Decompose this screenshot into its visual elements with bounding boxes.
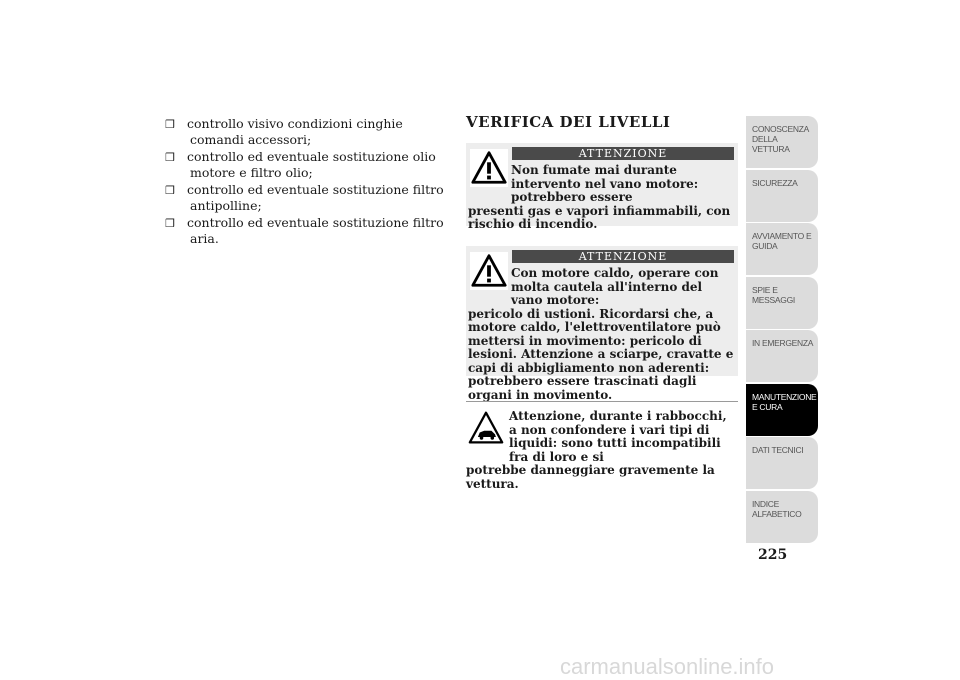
tab-conoscenza[interactable]: CONOSCENZA DELLA VETTURA bbox=[746, 116, 818, 168]
list-item-text: controllo visivo condizioni cinghie comandi accessori; bbox=[187, 116, 403, 147]
page-number: 225 bbox=[758, 547, 788, 563]
warning-box bbox=[466, 246, 738, 402]
checkbox-bullet-icon: ❒ bbox=[165, 151, 175, 164]
tab-sicurezza[interactable]: SICUREZZA bbox=[746, 170, 818, 222]
list-item bbox=[165, 149, 455, 180]
warning-header: ATTENZIONE bbox=[512, 250, 734, 263]
tab-manutenzione[interactable]: MANUTENZIONE E CURA bbox=[746, 384, 818, 436]
warning-text-lead: Con motore caldo, operare con molta cautela all'interno del vano motore: bbox=[511, 266, 719, 307]
tab-indice[interactable]: INDICE ALFABETICO bbox=[746, 491, 818, 543]
section-title: VERIFICA DEI LIVELLI bbox=[466, 113, 671, 131]
tab-spie[interactable]: SPIE E MESSAGGI bbox=[746, 277, 818, 329]
checkbox-bullet-icon: ❒ bbox=[165, 217, 175, 230]
warning-header: ATTENZIONE bbox=[512, 147, 734, 160]
warning-text-rest: pericolo di ustioni. Ricordarsi che, a motore caldo, l'elettroventilatore può mettersi in movimento: pericolo di lesioni. Attenzione a sciarpe, cravatte e capi di abbigliamento non aderenti: potrebbero essere trascinati dagli organi in movimento. bbox=[468, 306, 734, 402]
list-item bbox=[165, 182, 455, 213]
checkbox-bullet-icon: ❒ bbox=[165, 184, 175, 197]
warning-box bbox=[466, 143, 738, 231]
list-item-text: controllo ed eventuale sostituzione olio motore e filtro olio; bbox=[187, 149, 436, 180]
tab-emergenza[interactable]: IN EMERGENZA bbox=[746, 330, 818, 382]
warning-text-rest: presenti gas e vapori infiammabili, con rischio di incendio. bbox=[468, 203, 731, 231]
warning-text-lead: Non fumate mai durante intervento nel vano motore: potrebbero essere bbox=[511, 163, 699, 204]
warning-triangle-icon bbox=[470, 252, 508, 290]
note-text-lead: Attenzione, durante i rabbocchi, a non confondere i vari tipi di liquidi: sono tutti incompatibili fra di loro e si bbox=[509, 409, 727, 464]
watermark: carmanualsonline.info bbox=[560, 654, 775, 679]
checkbox-bullet-icon: ❒ bbox=[165, 118, 175, 131]
note-text-rest: potrebbe danneggiare gravemente la vettura. bbox=[466, 463, 715, 491]
list-item bbox=[165, 116, 455, 147]
list-item-text: controllo ed eventuale sostituzione filtro antipolline; bbox=[187, 182, 444, 213]
tab-dati-tecnici[interactable]: DATI TECNICI bbox=[746, 437, 818, 489]
warning-triangle-icon bbox=[470, 149, 508, 187]
tab-avviamento[interactable]: AVVIAMENTO E GUIDA bbox=[746, 223, 818, 275]
note-text bbox=[466, 410, 738, 491]
chapter-tabs bbox=[746, 116, 818, 544]
divider bbox=[466, 401, 738, 402]
list-item-text: controllo ed eventuale sostituzione filtro aria. bbox=[187, 215, 444, 246]
list-item bbox=[165, 215, 455, 246]
maintenance-checklist bbox=[165, 116, 455, 248]
